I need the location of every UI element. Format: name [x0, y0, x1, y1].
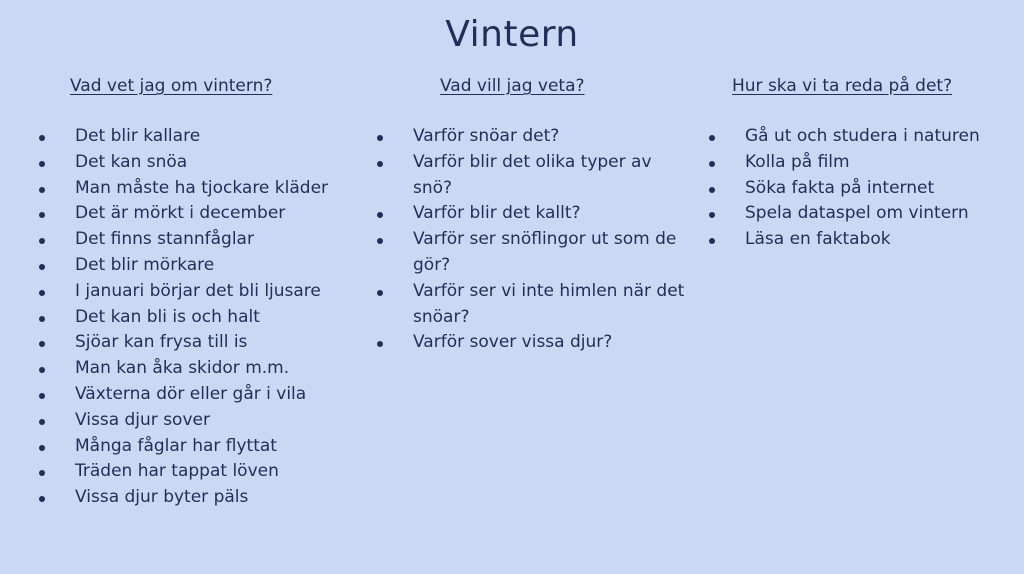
column-how-to-find-out	[700, 76, 1010, 253]
list-item: Varför blir det olika typer av snö?	[368, 150, 688, 202]
bullet-icon	[39, 470, 45, 476]
column-heading: Vad vet jag om vintern?	[70, 76, 273, 96]
list-item: Varför sover vissa djur?	[368, 330, 688, 356]
column-know	[30, 76, 360, 511]
list-item: Det blir kallare	[30, 124, 360, 150]
list-item: Spela dataspel om vintern	[700, 201, 1010, 227]
bullet-icon	[39, 367, 45, 373]
list-item: I januari börjar det bli ljusare	[30, 279, 360, 305]
bullet-icon	[377, 341, 383, 347]
bullet-icon	[39, 135, 45, 141]
list-item: Det blir mörkare	[30, 253, 360, 279]
bullet-icon	[377, 290, 383, 296]
list-item: Vissa djur sover	[30, 408, 360, 434]
bullet-icon	[39, 496, 45, 502]
list-item: Man måste ha tjockare kläder	[30, 176, 360, 202]
bullet-icon	[377, 161, 383, 167]
list-item: Träden har tappat löven	[30, 459, 360, 485]
list-item: Varför ser snöflingor ut som de gör?	[368, 227, 688, 279]
bullet-icon	[709, 187, 715, 193]
slide-title: Vintern	[445, 14, 579, 55]
bullet-icon	[39, 316, 45, 322]
bullet-list	[368, 124, 688, 356]
bullet-icon	[39, 393, 45, 399]
bullet-icon	[39, 238, 45, 244]
column-heading: Hur ska vi ta reda på det?	[732, 76, 953, 96]
list-item: Växterna dör eller går i vila	[30, 382, 360, 408]
list-item: Kolla på film	[700, 150, 1010, 176]
column-want-to-know	[368, 76, 688, 356]
bullet-icon	[377, 135, 383, 141]
list-item: Varför snöar det?	[368, 124, 688, 150]
bullet-icon	[39, 187, 45, 193]
list-item: Det finns stannfåglar	[30, 227, 360, 253]
bullet-icon	[709, 238, 715, 244]
column-heading: Vad vill jag veta?	[440, 76, 585, 96]
list-item: Vissa djur byter päls	[30, 485, 360, 511]
bullet-icon	[709, 135, 715, 141]
bullet-list	[700, 124, 1010, 253]
list-item: Läsa en faktabok	[700, 227, 1010, 253]
bullet-icon	[709, 212, 715, 218]
bullet-icon	[39, 161, 45, 167]
list-item: Söka fakta på internet	[700, 176, 1010, 202]
bullet-list	[30, 124, 360, 511]
list-item: Det är mörkt i december	[30, 201, 360, 227]
list-item: Det kan snöa	[30, 150, 360, 176]
bullet-icon	[39, 212, 45, 218]
list-item: Gå ut och studera i naturen	[700, 124, 1010, 150]
list-item: Det kan bli is och halt	[30, 305, 360, 331]
bullet-icon	[39, 341, 45, 347]
list-item: Man kan åka skidor m.m.	[30, 356, 360, 382]
bullet-icon	[377, 212, 383, 218]
bullet-icon	[39, 419, 45, 425]
bullet-icon	[39, 290, 45, 296]
bullet-icon	[39, 264, 45, 270]
bullet-icon	[377, 238, 383, 244]
bullet-icon	[709, 161, 715, 167]
list-item: Många fåglar har flyttat	[30, 434, 360, 460]
list-item: Varför blir det kallt?	[368, 201, 688, 227]
bullet-icon	[39, 445, 45, 451]
list-item: Sjöar kan frysa till is	[30, 330, 360, 356]
list-item: Varför ser vi inte himlen när det snöar?	[368, 279, 688, 331]
